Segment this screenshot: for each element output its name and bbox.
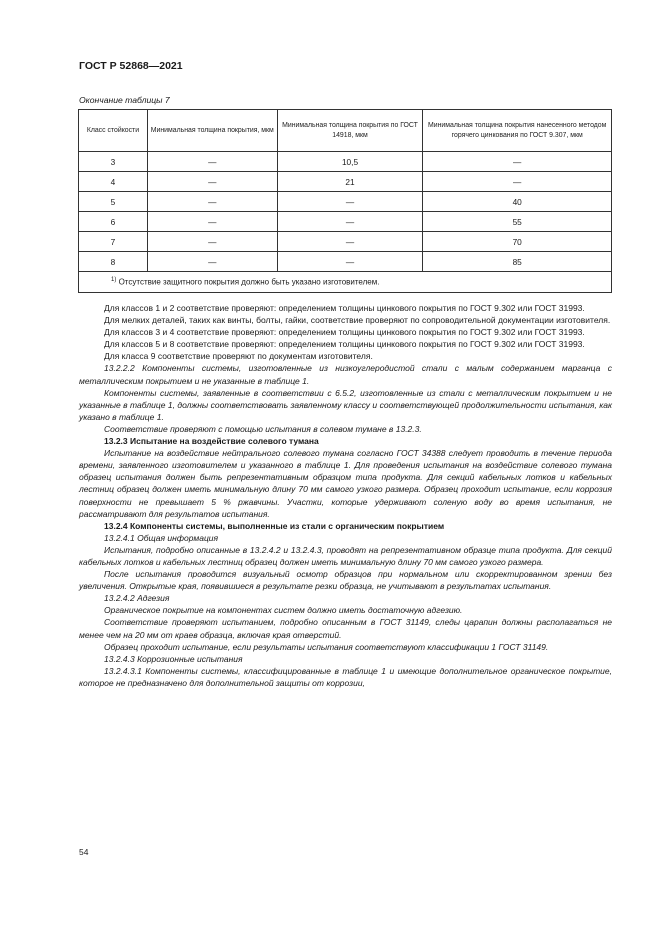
table-cell: 70 [423,232,612,252]
table-row [79,252,612,272]
paragraph: Испытание на воздействие нейтрального солевого тумана согласно ГОСТ 34388 следует проводить в течение периода времени, заявленного изготовителем и указанного в таблице 1. Для проведения испытания на воздействие солевого тумана образец испытания должен быть репрезентативным образцом типа продукта. Для секций кабельных лотков и кабельных лестниц образец должен иметь минимальную длину 70 мм самого узкого размера. Образец проходит испытание, если коррозия поверхности не превышает 5 % ржавчины. Участки, которые удерживают соленую воду во время испытания, не рассматривают для результатов испытания. [79,448,612,519]
table-cell: — [277,192,423,212]
column-header: Минимальная толщина покрытия, мкм [147,110,277,152]
table-cell: 85 [423,252,612,272]
table-footnote-row [79,272,612,293]
document-body [79,302,612,689]
paragraph: Для классов 1 и 2 соответствие проверяют: определением толщины цинкового покрытия по ГОСТ 9.302 или ГОСТ 31993. [104,303,585,313]
paragraph: Образец проходит испытание, если результаты испытания соответствуют классификации 1 ГОСТ 31149. [104,641,549,652]
table-row [79,192,612,212]
table-cell: — [147,252,277,272]
table-row [79,172,612,192]
subsection-heading: 13.2.4.3 Коррозионные испытания [104,653,243,664]
column-header: Минимальная толщина покрытия нанесенного методом горячего цинкования по ГОСТ 9.307, мкм [423,110,612,152]
table-row [79,152,612,172]
table-row [79,212,612,232]
table-cell: — [147,232,277,252]
table-cell: 6 [79,212,148,232]
table-cell: — [147,152,277,172]
paragraph: Органическое покрытие на компонентах систем должно иметь достаточную адгезию. [104,605,463,616]
column-header: Минимальная толщина покрытия по ГОСТ 14918, мкм [277,110,423,152]
table-cell: 7 [79,232,148,252]
paragraph: 13.2.4.3.1 Компоненты системы, классифицированные в таблице 1 и имеющие дополнительное органическое покрытие, которое не предназначено для дополнительной защиты от коррозии, [79,665,612,688]
paragraph: Для мелких деталей, таких как винты, болты, гайки, соответствие проверяют по сопроводительной документации изготовителя. [104,315,611,326]
table-cell: 8 [79,252,148,272]
table-caption: Окончание таблицы 7 [79,95,170,105]
paragraph: После испытания проводится визуальный осмотр образцов при нормальном или скорректированном зрении без увеличения. Открытые края, появившиеся в результате резки образца, не учитывают в результатах испытания. [79,569,612,592]
table-cell: 40 [423,192,612,212]
paragraph: Испытания, подробно описанные в 13.2.4.2 и 13.2.4.3, проводят на репрезентативном образце типа продукта. Для секций кабельных лотков и кабельных лестниц образец должен иметь минимальную длину 70 мм самого узкого размера. [79,544,612,567]
document-header: ГОСТ Р 52868—2021 [79,60,183,72]
table-cell: — [277,212,423,232]
table-cell: — [147,212,277,232]
table-cell: — [147,192,277,212]
paragraph: Для классов 5 и 8 соответствие проверяют: определением толщины цинкового покрытия по ГОСТ 9.302 или ГОСТ 31993. [104,339,585,350]
footnote-mark: 1) [111,277,117,284]
section-heading: 13.2.3 Испытание на воздействие солевого тумана [104,436,319,447]
table-cell: — [277,252,423,272]
table-cell: 10,5 [277,152,423,172]
table-cell: — [423,152,612,172]
coating-thickness-table [78,109,612,293]
table-row [79,232,612,252]
subsection-heading: 13.2.4.2 Адгезия [104,593,170,604]
paragraph: Соответствие проверяют испытанием, подробно описанным в ГОСТ 31149, следы царапин должны располагаться не менее чем на 20 мм от краев образца, включая края отверстий. [79,617,612,640]
column-header: Класс стойкости [79,110,148,152]
paragraph: Компоненты системы, заявленные в соответствии с 6.5.2, изготовленные из стали с металлическим покрытием и не указанные в таблице 1, должны соответствовать заявленному классу и соответствующей продолжительности испытания, как указано в таблице 1. [79,387,612,422]
table-footnote [79,272,612,293]
table-cell: — [423,172,612,192]
paragraph: Для класса 9 соответствие проверяют по документам изготовителя. [104,351,373,362]
section-heading: 13.2.4 Компоненты системы, выполненные из стали с органическим покрытием [104,520,445,531]
table-cell: 4 [79,172,148,192]
table-header-row [79,110,612,152]
table-cell: 21 [277,172,423,192]
footnote-text: Отсутствие защитного покрытия должно быть указано изготовителем. [118,277,380,287]
paragraph: 13.2.2.2 Компоненты системы, изготовленные из низкоуглеродистой стали с малым содержанием марганца с металлическим покрытием и не указанные в таблице 1. [79,363,612,386]
table-cell: 5 [79,192,148,212]
paragraph: Соответствие проверяют с помощью испытания в солевом тумане в 13.2.3. [104,423,422,434]
paragraph: Для классов 3 и 4 соответствие проверяют: определением толщины цинкового покрытия по ГОСТ 9.302 или ГОСТ 31993. [104,327,585,338]
page-number: 54 [79,847,89,857]
subsection-heading: 13.2.4.1 Общая информация [104,532,219,543]
table-cell: — [277,232,423,252]
table-cell: — [147,172,277,192]
table-cell: 3 [79,152,148,172]
table-cell: 55 [423,212,612,232]
